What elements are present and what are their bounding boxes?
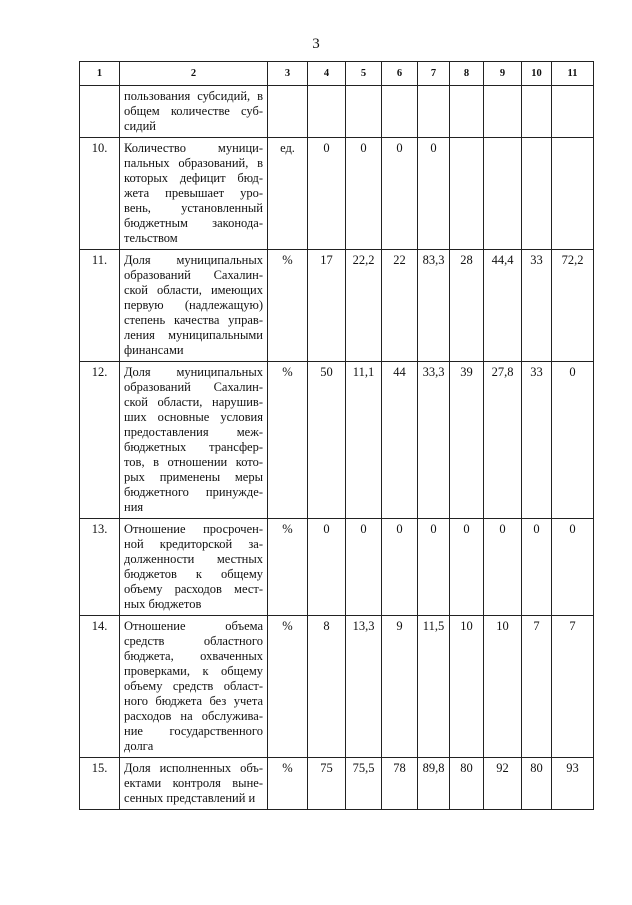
value-cell: 33 xyxy=(522,250,552,362)
value-cell: 28 xyxy=(450,250,484,362)
value-cell: 11,5 xyxy=(418,616,450,758)
column-header: 2 xyxy=(120,62,268,86)
unit-cell xyxy=(268,86,308,138)
value-cell: 17 xyxy=(308,250,346,362)
value-cell: 10 xyxy=(484,616,522,758)
value-cell: 9 xyxy=(382,616,418,758)
value-cell xyxy=(522,86,552,138)
value-cell: 75,5 xyxy=(346,758,382,810)
table-row xyxy=(80,616,594,758)
value-cell: 22 xyxy=(382,250,418,362)
value-cell xyxy=(484,138,522,250)
unit-cell: ед. xyxy=(268,138,308,250)
value-cell xyxy=(450,138,484,250)
row-number xyxy=(80,86,120,138)
table-row xyxy=(80,86,594,138)
row-number: 12. xyxy=(80,362,120,519)
column-header: 6 xyxy=(382,62,418,86)
column-header: 9 xyxy=(484,62,522,86)
value-cell: 44,4 xyxy=(484,250,522,362)
value-cell: 0 xyxy=(552,519,594,616)
value-cell: 50 xyxy=(308,362,346,519)
row-number: 10. xyxy=(80,138,120,250)
unit-cell: % xyxy=(268,519,308,616)
value-cell: 8 xyxy=(308,616,346,758)
table-row xyxy=(80,250,594,362)
value-cell: 93 xyxy=(552,758,594,810)
value-cell: 0 xyxy=(346,138,382,250)
value-cell: 78 xyxy=(382,758,418,810)
value-cell xyxy=(484,86,522,138)
unit-cell: % xyxy=(268,616,308,758)
value-cell: 33 xyxy=(522,362,552,519)
value-cell: 92 xyxy=(484,758,522,810)
row-number: 13. xyxy=(80,519,120,616)
indicator-name: Отношение просрочен-ной кредиторской за-долженности местных бюджетов к общему объему расходов мест-ных бюджетов xyxy=(120,519,268,616)
value-cell: 33,3 xyxy=(418,362,450,519)
value-cell: 0 xyxy=(450,519,484,616)
value-cell: 0 xyxy=(484,519,522,616)
value-cell xyxy=(346,86,382,138)
value-cell: 0 xyxy=(418,138,450,250)
value-cell: 0 xyxy=(522,519,552,616)
column-header: 4 xyxy=(308,62,346,86)
value-cell: 80 xyxy=(522,758,552,810)
header-row xyxy=(80,62,594,86)
value-cell: 0 xyxy=(418,519,450,616)
value-cell: 10 xyxy=(450,616,484,758)
unit-cell: % xyxy=(268,758,308,810)
indicator-name: пользования субсидий, в общем количестве суб-сидий xyxy=(120,86,268,138)
value-cell xyxy=(308,86,346,138)
value-cell: 13,3 xyxy=(346,616,382,758)
indicators-table xyxy=(79,61,594,810)
value-cell: 80 xyxy=(450,758,484,810)
table-row xyxy=(80,519,594,616)
table-row xyxy=(80,362,594,519)
value-cell xyxy=(552,138,594,250)
value-cell: 0 xyxy=(552,362,594,519)
value-cell: 44 xyxy=(382,362,418,519)
value-cell xyxy=(382,86,418,138)
table-row xyxy=(80,758,594,810)
value-cell: 7 xyxy=(522,616,552,758)
indicator-name: Отношение объема средств областного бюджета, охваченных проверками, к общему объему средств област-ного бюджета без учета расходов на обслужива-ние государственного долга xyxy=(120,616,268,758)
column-header: 1 xyxy=(80,62,120,86)
indicator-name: Доля муниципальных образований Сахалин-ской области, имеющих первую (надлежащую) степень качества управ-ления муниципальными финансами xyxy=(120,250,268,362)
indicator-name: Доля исполненных объ-ектами контроля выне-сенных представлений и xyxy=(120,758,268,810)
page-number: 3 xyxy=(312,36,320,52)
row-number: 14. xyxy=(80,616,120,758)
indicator-name: Количество муници-пальных образований, в которых дефицит бюд-жета превышает уро-вень, установленный бюджетным законода-тельством xyxy=(120,138,268,250)
unit-cell: % xyxy=(268,250,308,362)
column-header: 5 xyxy=(346,62,382,86)
row-number: 11. xyxy=(80,250,120,362)
column-header: 10 xyxy=(522,62,552,86)
column-header: 8 xyxy=(450,62,484,86)
value-cell xyxy=(450,86,484,138)
value-cell xyxy=(552,86,594,138)
value-cell: 83,3 xyxy=(418,250,450,362)
value-cell: 0 xyxy=(346,519,382,616)
indicator-name: Доля муниципальных образований Сахалин-ской области, нарушив-ших основные условия предоставления меж-бюджетных трансфер-тов, в отношении кото-рых применены меры бюджетного принужде-ния xyxy=(120,362,268,519)
table-row xyxy=(80,138,594,250)
column-header: 7 xyxy=(418,62,450,86)
value-cell xyxy=(522,138,552,250)
value-cell: 0 xyxy=(382,519,418,616)
value-cell: 89,8 xyxy=(418,758,450,810)
value-cell: 75 xyxy=(308,758,346,810)
value-cell xyxy=(418,86,450,138)
unit-cell: % xyxy=(268,362,308,519)
value-cell: 22,2 xyxy=(346,250,382,362)
value-cell: 0 xyxy=(308,138,346,250)
value-cell: 0 xyxy=(308,519,346,616)
value-cell: 7 xyxy=(552,616,594,758)
value-cell: 11,1 xyxy=(346,362,382,519)
value-cell: 27,8 xyxy=(484,362,522,519)
value-cell: 72,2 xyxy=(552,250,594,362)
value-cell: 39 xyxy=(450,362,484,519)
value-cell: 0 xyxy=(382,138,418,250)
row-number: 15. xyxy=(80,758,120,810)
column-header: 3 xyxy=(268,62,308,86)
column-header: 11 xyxy=(552,62,594,86)
